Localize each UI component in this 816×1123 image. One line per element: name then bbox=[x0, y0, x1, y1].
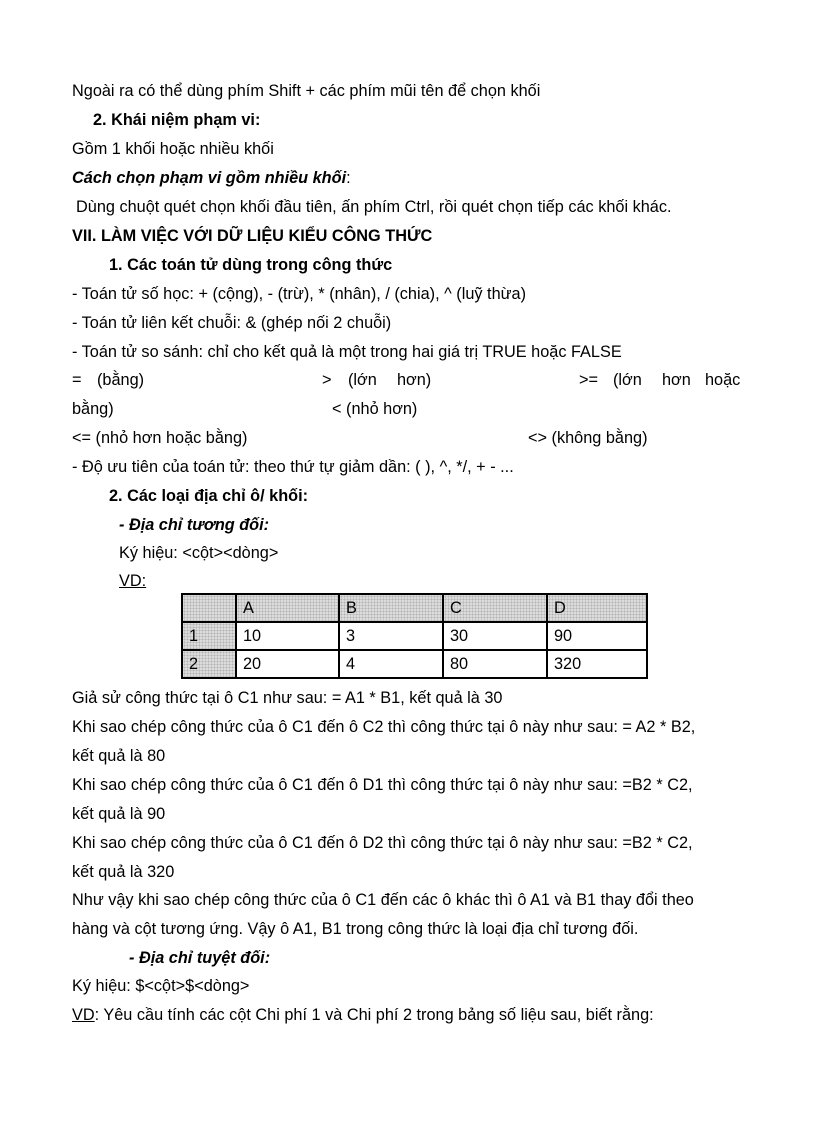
example-label: VD bbox=[72, 1006, 95, 1024]
table-row bbox=[182, 650, 647, 678]
text-line: bằng) bbox=[72, 400, 114, 418]
table-header-cell: A bbox=[236, 594, 339, 622]
table-cell: 4 bbox=[339, 650, 443, 678]
text-line: Khi sao chép công thức của ô C1 đến ô D2 thì công thức tại ô này như sau: =B2 * C2, bbox=[72, 834, 693, 852]
text-line: <> (không bằng) bbox=[528, 429, 648, 447]
subheading: Cách chọn phạm vi gồm nhiều khối bbox=[72, 169, 347, 187]
text-line bbox=[72, 167, 351, 189]
op-greater-equal: >= bbox=[579, 371, 599, 389]
text-line: Khi sao chép công thức của ô C1 đến ô D1 thì công thức tại ô này như sau: =B2 * C2, bbox=[72, 776, 693, 794]
text-line: Gồm 1 khối hoặc nhiều khối bbox=[72, 140, 274, 158]
text-line: - Toán tử liên kết chuỗi: & (ghép nối 2 chuỗi) bbox=[72, 314, 392, 332]
colon: : bbox=[346, 169, 351, 187]
word: (bằng) bbox=[97, 371, 145, 389]
row-header-cell: 2 bbox=[182, 650, 236, 678]
section-heading: 2. Khái niệm phạm vi: bbox=[93, 111, 261, 129]
text-line: Ký hiệu: $<cột>$<dòng> bbox=[72, 977, 250, 995]
word: hơn) bbox=[397, 371, 432, 389]
table-row bbox=[182, 622, 647, 650]
table-cell: 80 bbox=[443, 650, 547, 678]
op-greater: > bbox=[322, 371, 332, 389]
table-cell: 30 bbox=[443, 622, 547, 650]
word: (lớn bbox=[348, 371, 377, 389]
table-cell: 20 bbox=[236, 650, 339, 678]
text-line: < (nhỏ hơn) bbox=[332, 400, 418, 418]
word: (lớn bbox=[613, 371, 642, 389]
text-line: - Độ ưu tiên của toán tử: theo thứ tự giảm dần: ( ), ^, */, + - ... bbox=[72, 458, 514, 476]
text-line: - Toán tử số học: + (cộng), - (trừ), * (nhân), / (chia), ^ (luỹ thừa) bbox=[72, 285, 526, 303]
text-line bbox=[72, 1004, 654, 1026]
table-header-cell: D bbox=[547, 594, 647, 622]
table-header-row bbox=[182, 594, 647, 622]
subheading: - Địa chỉ tuyệt đối: bbox=[129, 949, 271, 967]
text-line: Ngoài ra có thể dùng phím Shift + các phím mũi tên để chọn khối bbox=[72, 82, 541, 100]
table-header-cell: C bbox=[443, 594, 547, 622]
table-cell: 10 bbox=[236, 622, 339, 650]
text-line: Ký hiệu: <cột><dòng> bbox=[119, 544, 279, 562]
op-equal: = bbox=[72, 371, 82, 389]
table-cell: 3 bbox=[339, 622, 443, 650]
example-table bbox=[181, 593, 648, 679]
table-cell: 320 bbox=[547, 650, 647, 678]
text-line: <= (nhỏ hơn hoặc bằng) bbox=[72, 429, 248, 447]
text-line: Dùng chuột quét chọn khối đầu tiên, ấn phím Ctrl, rồi quét chọn tiếp các khối khác. bbox=[76, 198, 672, 216]
word: hoặc bbox=[705, 371, 741, 389]
table-cell: 90 bbox=[547, 622, 647, 650]
section-heading: 1. Các toán tử dùng trong công thức bbox=[109, 256, 393, 274]
text-line: kết quả là 80 bbox=[72, 747, 166, 765]
table-header-cell bbox=[182, 594, 236, 622]
subheading: - Địa chỉ tương đối: bbox=[119, 516, 270, 534]
word: hơn bbox=[662, 371, 691, 389]
row-header-cell: 1 bbox=[182, 622, 236, 650]
text-line: Khi sao chép công thức của ô C1 đến ô C2 thì công thức tại ô này như sau: = A2 * B2, bbox=[72, 718, 696, 736]
text-line: Như vậy khi sao chép công thức của ô C1 đến các ô khác thì ô A1 và B1 thay đổi theo bbox=[72, 891, 694, 909]
text-line: hàng và cột tương ứng. Vậy ô A1, B1 trong công thức là loại địa chỉ tương đối. bbox=[72, 920, 639, 938]
example-label: VD: bbox=[119, 572, 147, 590]
table-header-cell: B bbox=[339, 594, 443, 622]
section-heading: 2. Các loại địa chỉ ô/ khối: bbox=[109, 487, 309, 505]
text-line: - Toán tử so sánh: chỉ cho kết quả là một trong hai giá trị TRUE hoặc FALSE bbox=[72, 343, 622, 361]
text-line: kết quả là 320 bbox=[72, 863, 175, 881]
chapter-heading: VII. LÀM VIỆC VỚI DỮ LIỆU KIỂU CÔNG THỨC bbox=[72, 227, 433, 245]
text-span: : Yêu cầu tính các cột Chi phí 1 và Chi phí 2 trong bảng số liệu sau, biết rằng: bbox=[94, 1006, 654, 1024]
text-line: Giả sử công thức tại ô C1 như sau: = A1 * B1, kết quả là 30 bbox=[72, 689, 503, 707]
text-line: kết quả là 90 bbox=[72, 805, 166, 823]
